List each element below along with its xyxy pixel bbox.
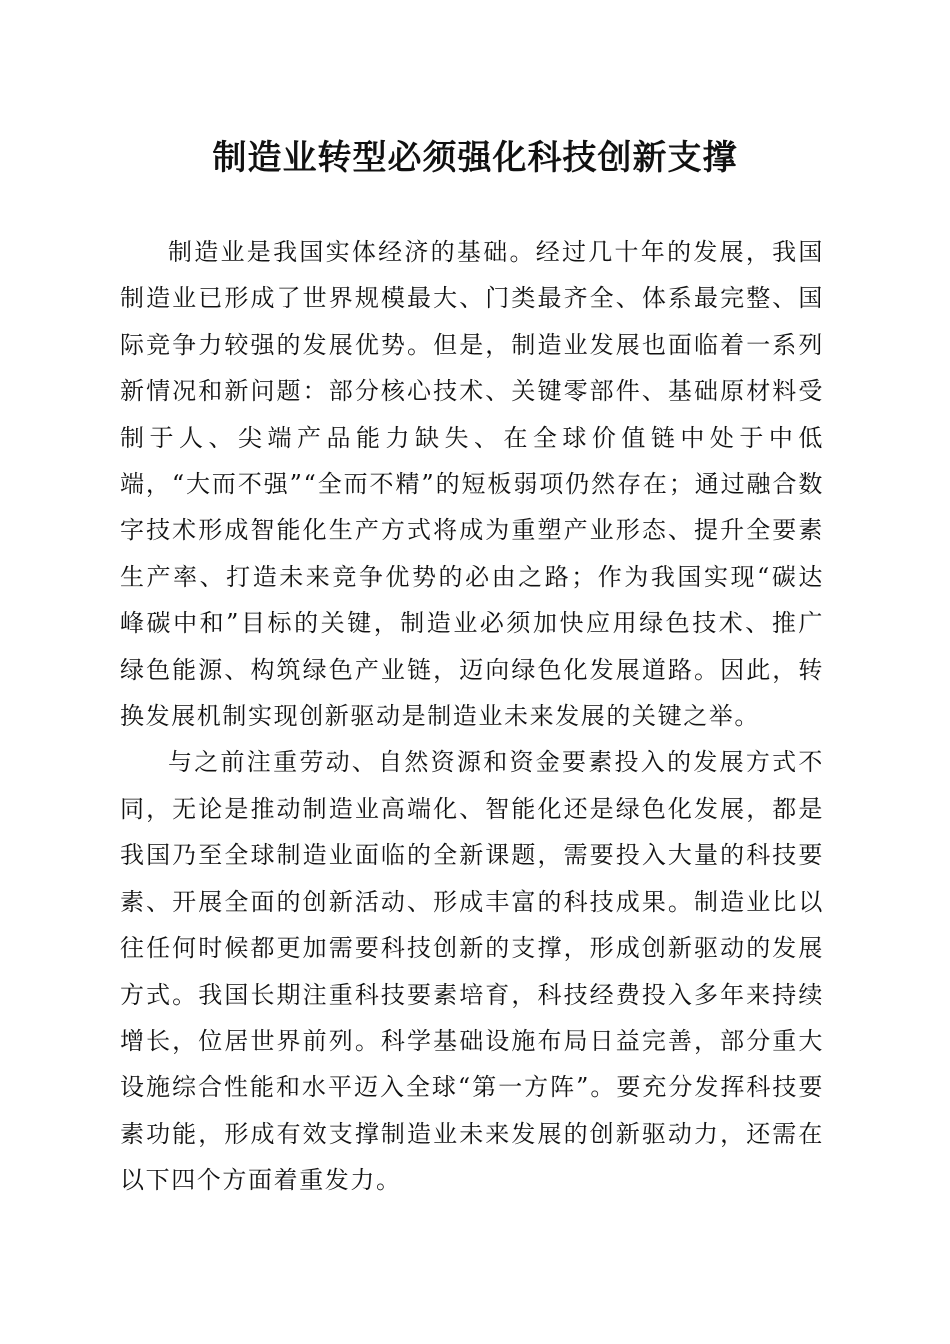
paragraph-2: 与之前注重劳动、自然资源和资金要素投入的发展方式不同，无论是推动制造业高端化、智能化还是绿色化发展，都是我国乃至全球制造业面临的全新课题，需要投入大量的科技要素、开展全面的创新活动、形成丰富的科技成果。制造业比以往任何时候都更加需要科技创新的支撑，形成创新驱动的发展方式。我国长期注重科技要素培育，科技经费投入多年来持续增长，位居世界前列。科学基础设施布局日益完善，部分重大设施综合性能和水平迈入全球“第一方阵”。要充分发挥科技要素功能，形成有效支撑制造业未来发展的创新驱动力，还需在以下四个方面着重发力。: [120, 748, 824, 1195]
document-title: 制造业转型必须强化科技创新支撑: [212, 138, 738, 178]
paragraph-1: 制造业是我国实体经济的基础。经过几十年的发展，我国制造业已形成了世界规模最大、门类最齐全、体系最完整、国际竞争力较强的发展优势。但是，制造业发展也面临着一系列新情况和新问题：部分核心技术、关键零部件、基础原材料受制于人、尖端产品能力缺失、在全球价值链中处于中低端，“大而不强”“全而不精”的短板弱项仍然存在；通过融合数字技术形成智能化生产方式将成为重塑产业形态、提升全要素生产率、打造未来竞争优势的必由之路；作为我国实现“碳达峰碳中和”目标的关键，制造业必须加快应用绿色技术、推广绿色能源、构筑绿色产业链，迈向绿色化发展道路。因此，转换发展机制实现创新驱动是制造业未来发展的关键之举。: [120, 238, 824, 731]
document-body: [120, 229, 824, 1204]
